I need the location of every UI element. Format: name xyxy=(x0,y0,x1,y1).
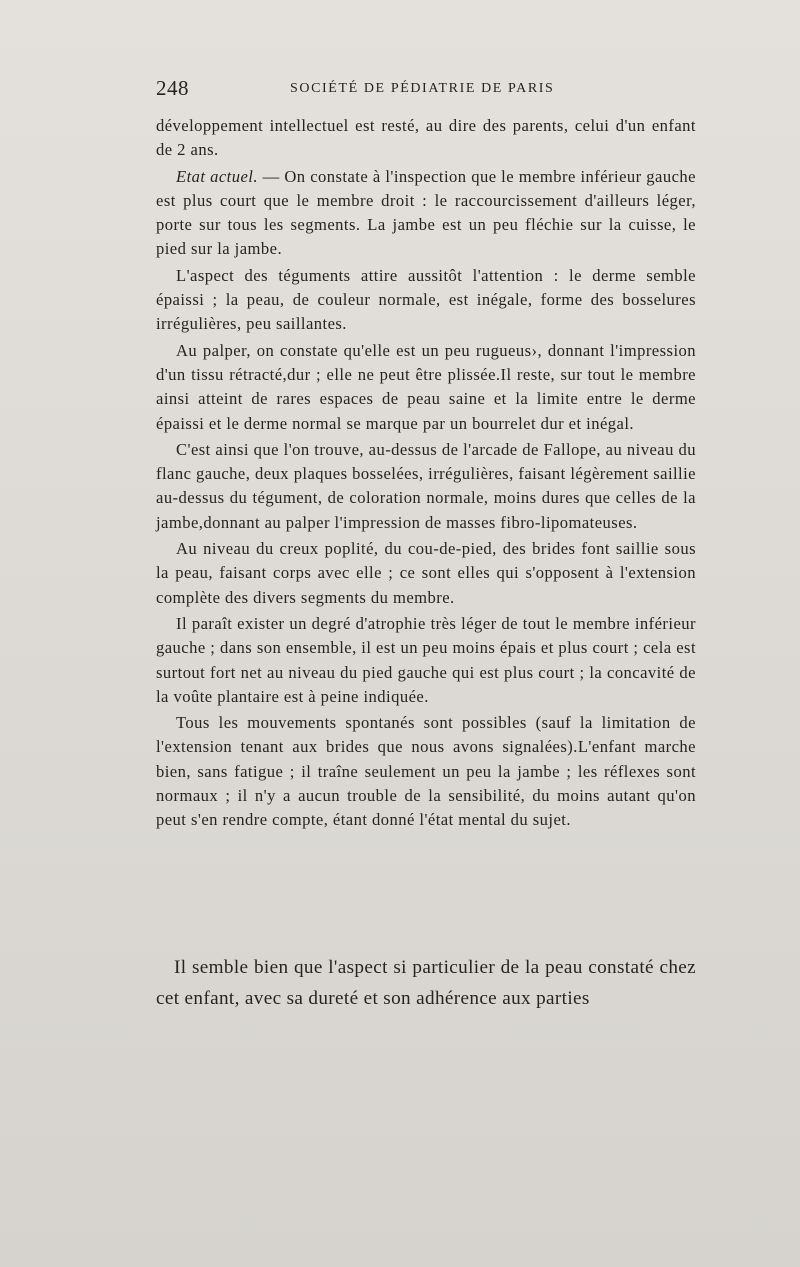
paragraph-atrophie: Il paraît exister un degré d'atrophie très léger de tout le membre inférieur gauche ; dans son ensemble, il est un peu moins épais et plus court ; cela est surtout fort net au niveau du pied gauche qui est plus court ; la concavité de la voûte plantaire est à peine indiquée. xyxy=(156,613,696,706)
paragraph-palper: Au palper, on constate qu'elle est un peu rugueus›, donnant l'impression d'un tissu rétracté,dur ; elle ne peut être plissée.Il reste, sur tout le membre ainsi atteint de rares espaces de peau saine et la limite entre le derme épaissi et le derme normal se marque par un bourrelet dur et inégal. xyxy=(156,340,696,433)
paragraph-continuation: développement intellectuel est resté, au dire des parents, celui d'un enfant de 2 ans. xyxy=(156,116,696,160)
paragraph-creux-poplite: Au niveau du creux poplité, du cou-de-pied, des brides font saillie sous la peau, faisant corps avec elle ; ce sont elles qui s'opposent à l'extension complète des divers segments du membre. xyxy=(156,539,696,607)
body-text xyxy=(156,114,696,835)
paragraph-fallope: C'est ainsi que l'on trouve, au-dessus de l'arcade de Fallope, au niveau du flanc gauche, deux plaques bosselées, irrégulières, faisant légèrement saillie au-dessus du tégument, de coloration normale, moins dures que celles de la jambe,donnant au palper l'impression de masses fibro-lipomateuses. xyxy=(156,439,696,532)
paragraph-text: — On constate à l'inspection que le membre inférieur gauche est plus court que le membre droit : le raccourcissement d'ailleurs léger, porte sur tous les segments. La jambe est un peu fléchie sur la cuisse, le pied sur la jambe. xyxy=(156,166,696,259)
paragraph-mouvements: Tous les mouvements spontanés sont possibles (sauf la limitation de l'extension tenant aux brides que nous avons signalées).L'enfant marche bien, sans fatigue ; il traîne seulement un peu la jambe ; les réflexes sont normaux ; il n'y a aucun trouble de la sensibilité, du moins autant qu'on peut s'en rendre compte, étant donné l'état mental du sujet. xyxy=(156,713,696,830)
running-title: SOCIÉTÉ DE PÉDIATRIE DE PARIS xyxy=(290,81,555,96)
page-number: 248 xyxy=(156,76,189,100)
section-label: Etat actuel. xyxy=(176,166,258,186)
paragraph-etat-actuel xyxy=(156,165,696,262)
closing-paragraph: Il semble bien que l'aspect si particulier de la peau constaté chez cet enfant, avec sa dureté et son adhérence aux parties xyxy=(156,957,696,1009)
page-header xyxy=(156,76,696,106)
paragraph-teguments: L'aspect des téguments attire aussitôt l'attention : le derme semble épaissi ; la peau, de couleur normale, est inégale, forme des bosselures irrégulières, peu saillantes. xyxy=(156,265,696,334)
